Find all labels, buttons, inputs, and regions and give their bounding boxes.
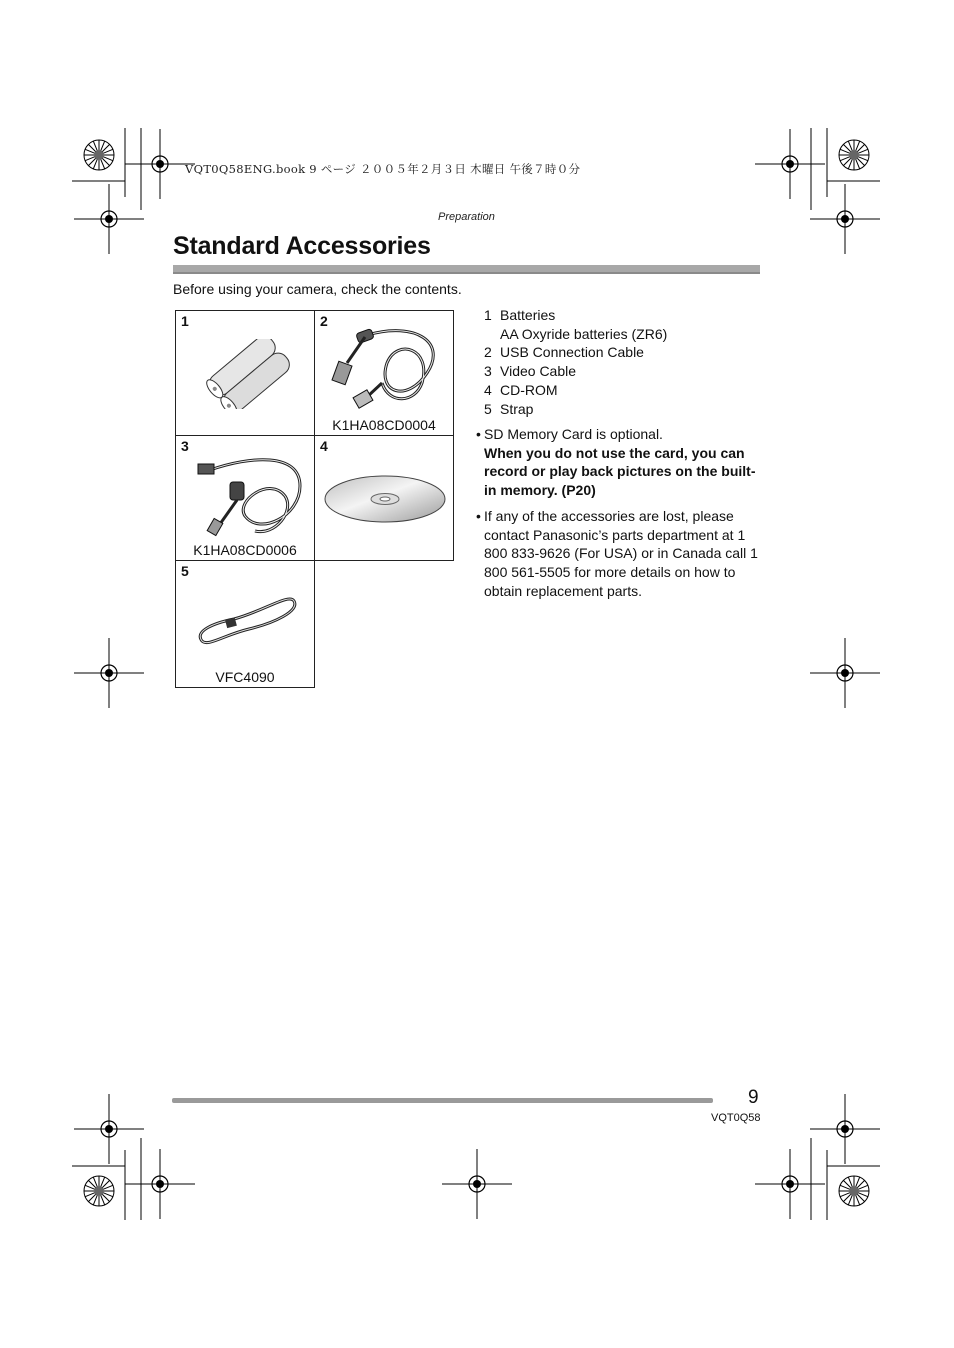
list-item (484, 343, 774, 362)
page-number: 9 (748, 1087, 759, 1108)
lost-accessories-note (476, 507, 766, 601)
cell-number: 1 (181, 313, 189, 329)
cell-strap (175, 560, 315, 688)
sd-note-bold: When you do not use the card, you can record or play back pictures on the built-in memory. (P20) (484, 444, 756, 499)
item-number: 4 (484, 381, 492, 398)
batteries-image (198, 339, 298, 409)
strap-image (194, 583, 304, 653)
cell-number: 5 (181, 563, 189, 579)
item-number: 2 (484, 344, 492, 361)
accessory-list (484, 306, 774, 418)
list-item (484, 381, 774, 400)
part-code: K1HA08CD0004 (332, 417, 436, 433)
item-sub-label: AA Oxyride batteries (ZR6) (500, 325, 668, 342)
cd-rom-image (323, 474, 447, 524)
footer-rule (172, 1098, 713, 1103)
print-header: VQT0Q58ENG.book 9 ページ ２００５年２月３日 木曜日 午後７時０分 (185, 162, 581, 176)
title-rule (173, 265, 760, 272)
bullet: • (476, 508, 481, 524)
intro-text: Before using your camera, check the contents. (173, 281, 462, 297)
sd-note-text: SD Memory Card is optional. (484, 426, 663, 442)
cell-number: 4 (320, 438, 328, 454)
section-label: Preparation (438, 211, 495, 223)
part-code: K1HA08CD0006 (193, 542, 297, 558)
cell-batteries (175, 310, 315, 436)
lost-note-text: If any of the accessories are lost, please contact Panasonic’s parts department at 1 800 833-9626 (For USA) or in Canada call 1 800 561-5505 for more details on how to obtain replacement parts. (484, 508, 758, 599)
cell-cd-rom (314, 435, 454, 561)
item-label: Strap (500, 400, 534, 417)
item-label: USB Connection Cable (500, 344, 644, 361)
usb-cable-image (327, 323, 447, 411)
item-number: 5 (484, 400, 492, 417)
page-title: Standard Accessories (173, 232, 431, 260)
cell-usb-cable (314, 310, 454, 436)
document-code: VQT0Q58 (711, 1112, 761, 1124)
part-code: VFC4090 (215, 669, 275, 685)
item-label: Video Cable (500, 363, 577, 380)
item-number: 1 (484, 307, 492, 323)
item-label: Batteries (500, 307, 556, 323)
sd-card-note (476, 425, 766, 500)
list-item (484, 400, 774, 419)
bullet: • (476, 426, 481, 442)
cell-number: 2 (320, 313, 328, 329)
list-item (484, 362, 774, 381)
item-label: CD-ROM (500, 381, 558, 398)
cell-number: 3 (181, 438, 189, 454)
accessory-grid (175, 310, 454, 688)
video-cable-image (190, 446, 310, 538)
cell-video-cable (175, 435, 315, 561)
item-number: 3 (484, 363, 492, 380)
list-item (484, 306, 774, 325)
